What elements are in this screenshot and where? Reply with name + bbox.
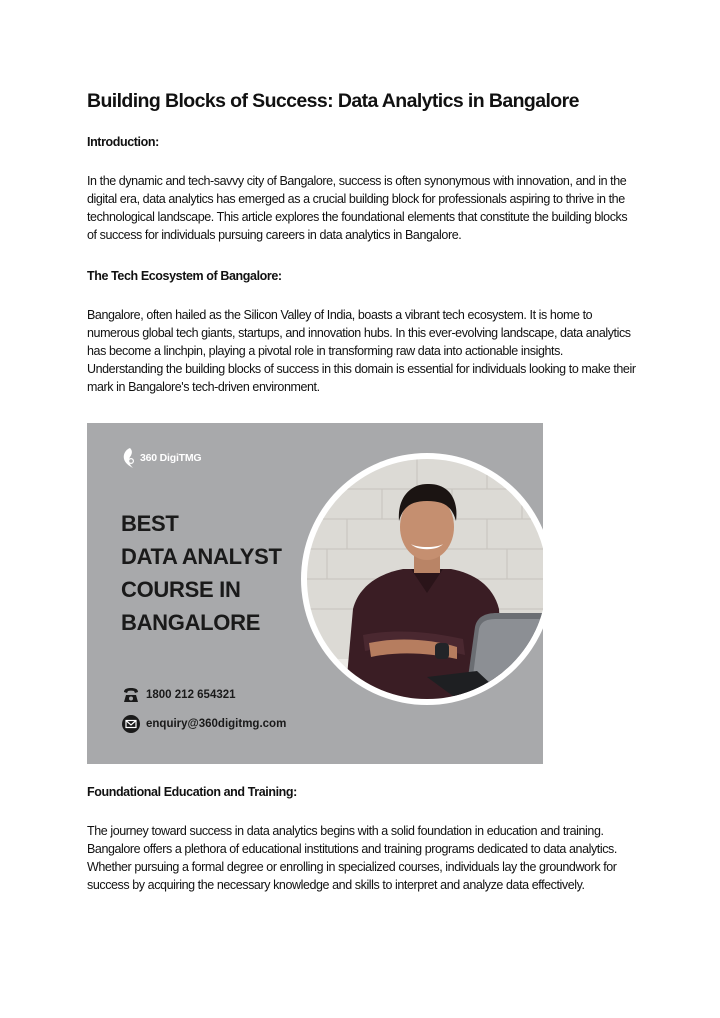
banner-logo [121, 447, 201, 469]
banner-logo-name: 360 DigiTMG [140, 452, 202, 464]
section-paragraph-foundational-education: The journey toward success in data analytics begins with a solid foundation in education and training. Bangalore offers a plethora of educational institutions and training programs dedicated to data analytics. Whether pursuing a formal degree or enrolling in specialized courses, individuals lay the groundwork for success by acquiring the necessary knowledge and skills to interpret and analyze data effectively. [87, 824, 617, 892]
banner-phone-number: 1800 212 654321 [146, 689, 236, 701]
banner-headline-line: BEST [121, 511, 179, 536]
photo-ring [301, 453, 543, 705]
banner-headline-line: BANGALORE [121, 610, 261, 635]
section-paragraph-tech-ecosystem: Bangalore, often hailed as the Silicon Valley of India, boasts a vibrant tech ecosystem. It is home to numerous global tech giants, startups, and innovation hubs. In this ever-evolving landscape, data analytics has become a linchpin, playing a pivotal role in transforming raw data into actionable insights. Understanding the building blocks of success in this domain is essential for individuals looking to make their mark in Bangalore's tech-driven environment. [87, 308, 636, 394]
section-heading-tech-ecosystem: The Tech Ecosystem of Bangalore: [87, 269, 282, 283]
telephone-icon [121, 685, 141, 705]
document-title: Building Blocks of Success: Data Analytics in Bangalore [87, 90, 579, 112]
banner-headline [121, 507, 282, 639]
document [87, 88, 637, 894]
banner-email [121, 714, 286, 734]
section-heading-foundational-education: Foundational Education and Training: [87, 785, 297, 799]
section-heading-introduction: Introduction: [87, 135, 159, 149]
section-paragraph-introduction: In the dynamic and tech-savvy city of Bangalore, success is often synonymous with innovation, and in the digital era, data analytics has emerged as a crucial building block for professionals aspiring to thrive in the technological landscape. This article explores the foundational elements that constitute the building blocks of success for individuals pursuing careers in data analytics in Bangalore. [87, 174, 628, 242]
banner-headline-line: COURSE IN [121, 577, 241, 602]
banner-email-address: enquiry@360digitmg.com [146, 718, 287, 730]
course-banner-image [87, 423, 543, 764]
person-with-laptop-photo [307, 459, 543, 699]
banner-phone [121, 685, 236, 705]
banner-headline-line: DATA ANALYST [121, 544, 282, 569]
email-icon [121, 714, 141, 734]
digitmg-logo-icon [121, 447, 137, 469]
